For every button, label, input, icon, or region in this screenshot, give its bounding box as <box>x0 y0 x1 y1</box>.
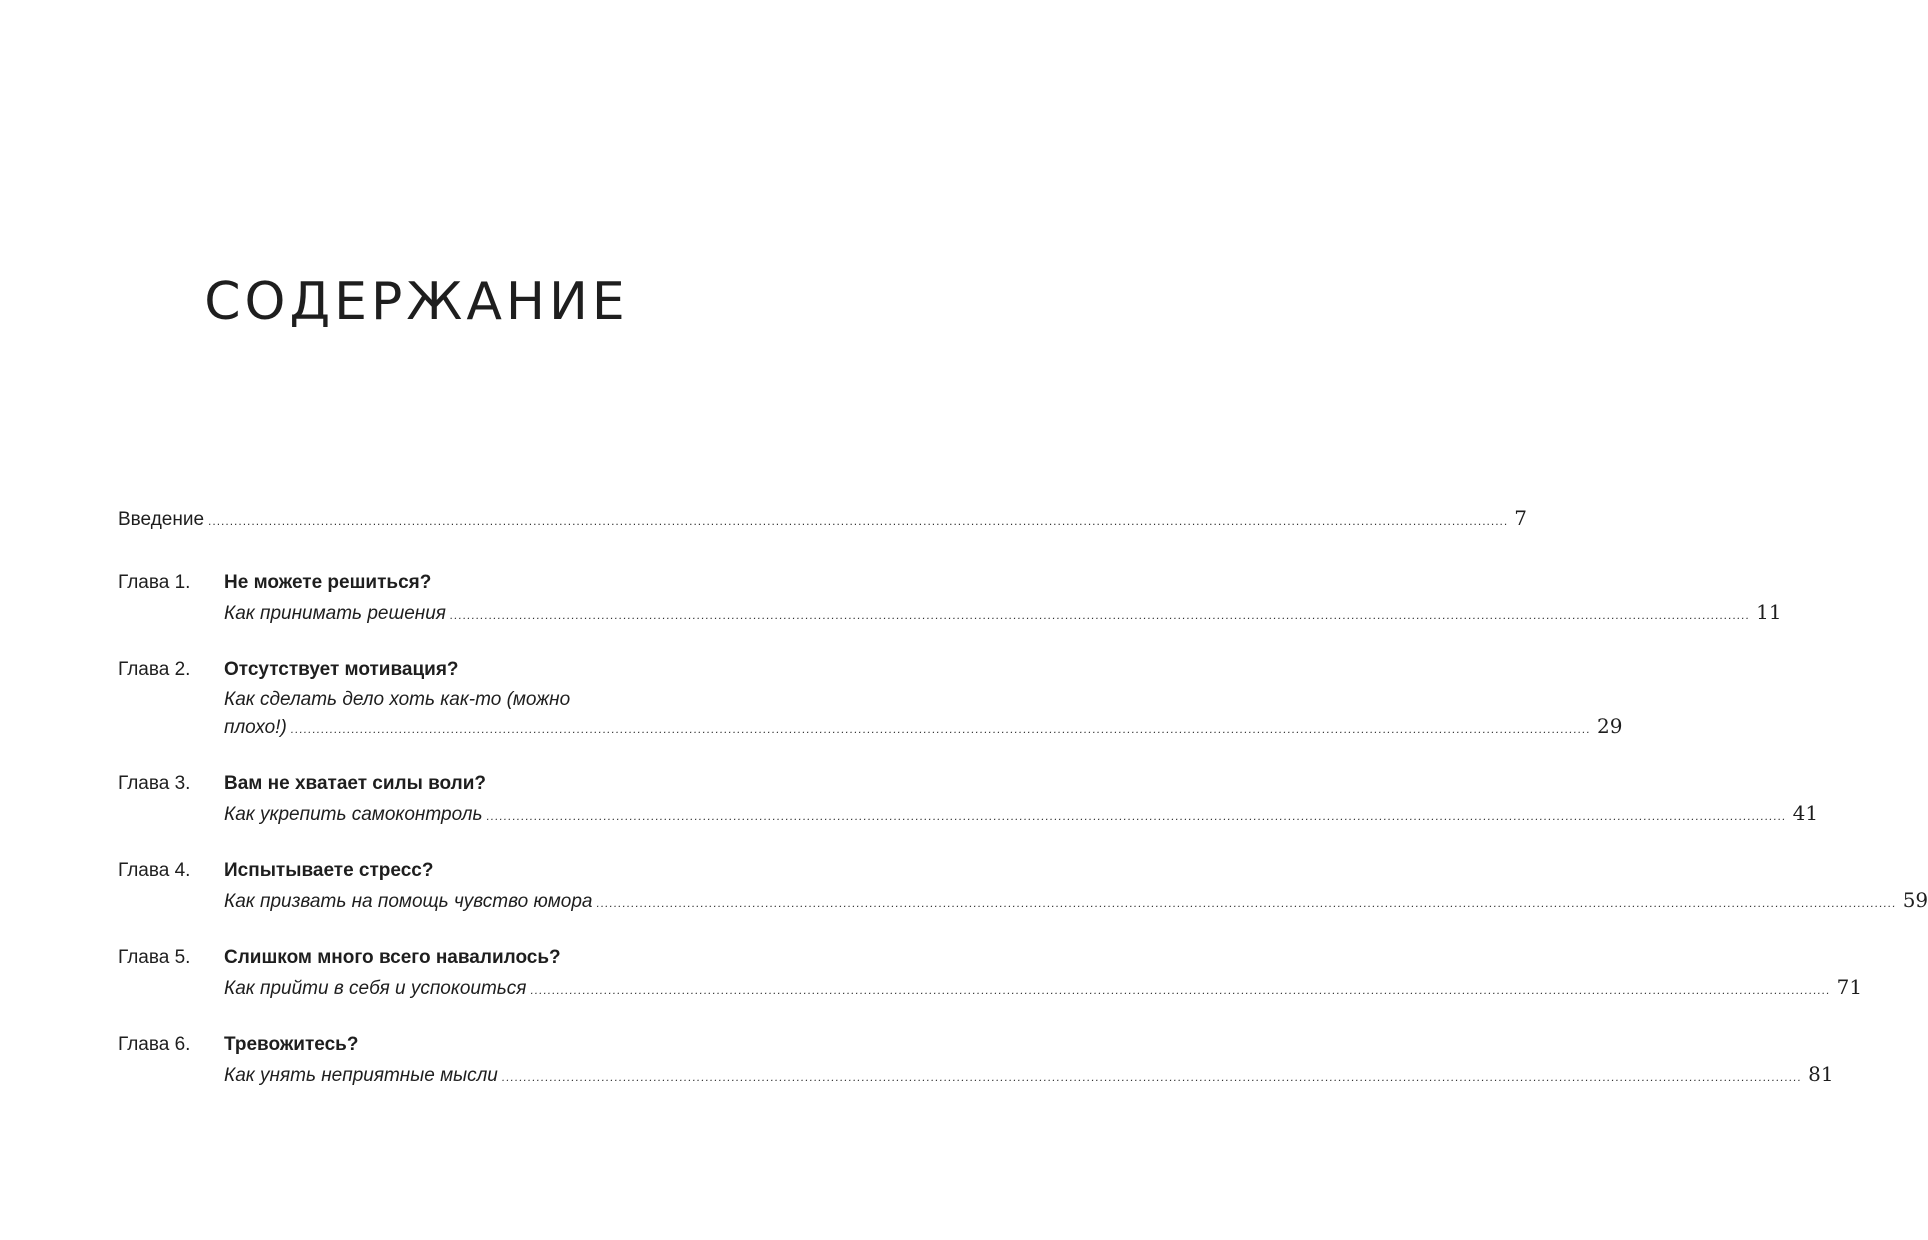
toc-entry-label: Введение <box>118 509 205 530</box>
toc-chapter-1[interactable] <box>118 569 1782 629</box>
chapter-subtitle-line-1: Как сделать дело хоть как-то (можно <box>224 689 571 710</box>
toc-chapter-3[interactable] <box>118 770 1819 830</box>
toc-chapter-6[interactable] <box>118 1031 1834 1091</box>
page-number: 59 <box>1902 888 1928 912</box>
chapter-heading: Отсутствует мотивация? <box>224 659 459 680</box>
page-number: 29 <box>1596 714 1623 738</box>
chapter-heading: Слишком много всего навалилось? <box>224 947 561 968</box>
chapter-subtitle: Как прийти в себя и успокоиться <box>224 978 527 999</box>
chapter-subtitle-line-2: плохо!) <box>224 717 287 738</box>
chapter-number: Глава 4. <box>118 860 191 881</box>
page-title: СОДЕРЖАНИЕ <box>204 272 629 332</box>
page-number: 71 <box>1836 975 1863 999</box>
chapter-heading: Испытываете стресс? <box>224 860 434 881</box>
dot-leader: ............................................................................................................................................................................................................................................................................................................ <box>290 722 1591 736</box>
toc-chapter-4[interactable] <box>118 857 1928 917</box>
toc-chapter-5[interactable] <box>118 944 1863 1004</box>
dot-leader: ............................................................................................................................................................................................................................................................................................................ <box>501 1070 1803 1084</box>
page-number: 41 <box>1792 801 1819 825</box>
toc-entry-introduction[interactable] <box>118 505 1527 535</box>
chapter-heading: Тревожитесь? <box>224 1034 359 1055</box>
page-number: 7 <box>1514 506 1527 530</box>
dot-leader: ............................................................................................................................................................................................................................................................................................................ <box>530 983 1831 997</box>
chapter-number: Глава 5. <box>118 947 191 968</box>
chapter-number: Глава 1. <box>118 572 191 593</box>
chapter-heading: Вам не хватает силы воли? <box>224 773 487 794</box>
dot-leader: ............................................................................................................................................................................................................................................................................................................ <box>596 896 1897 910</box>
dot-leader: ............................................................................................................................................................................................................................................................................................................ <box>208 514 1509 528</box>
table-of-contents <box>118 505 1928 1118</box>
chapter-heading: Не можете решиться? <box>224 572 432 593</box>
chapter-subtitle: Как унять неприятные мысли <box>224 1065 498 1086</box>
dot-leader: ............................................................................................................................................................................................................................................................................................................ <box>486 809 1787 823</box>
toc-chapter-2[interactable] <box>118 656 1623 743</box>
chapter-number: Глава 3. <box>118 773 191 794</box>
chapter-subtitle: Как укрепить самоконтроль <box>224 804 483 825</box>
chapter-subtitle: Как принимать решения <box>224 603 446 624</box>
page-number: 11 <box>1756 600 1782 624</box>
page-number: 81 <box>1808 1062 1834 1086</box>
dot-leader: ............................................................................................................................................................................................................................................................................................................ <box>449 608 1751 622</box>
chapter-number: Глава 2. <box>118 659 191 680</box>
chapter-subtitle: Как призвать на помощь чувство юмора <box>224 891 593 912</box>
chapter-number: Глава 6. <box>118 1034 191 1055</box>
